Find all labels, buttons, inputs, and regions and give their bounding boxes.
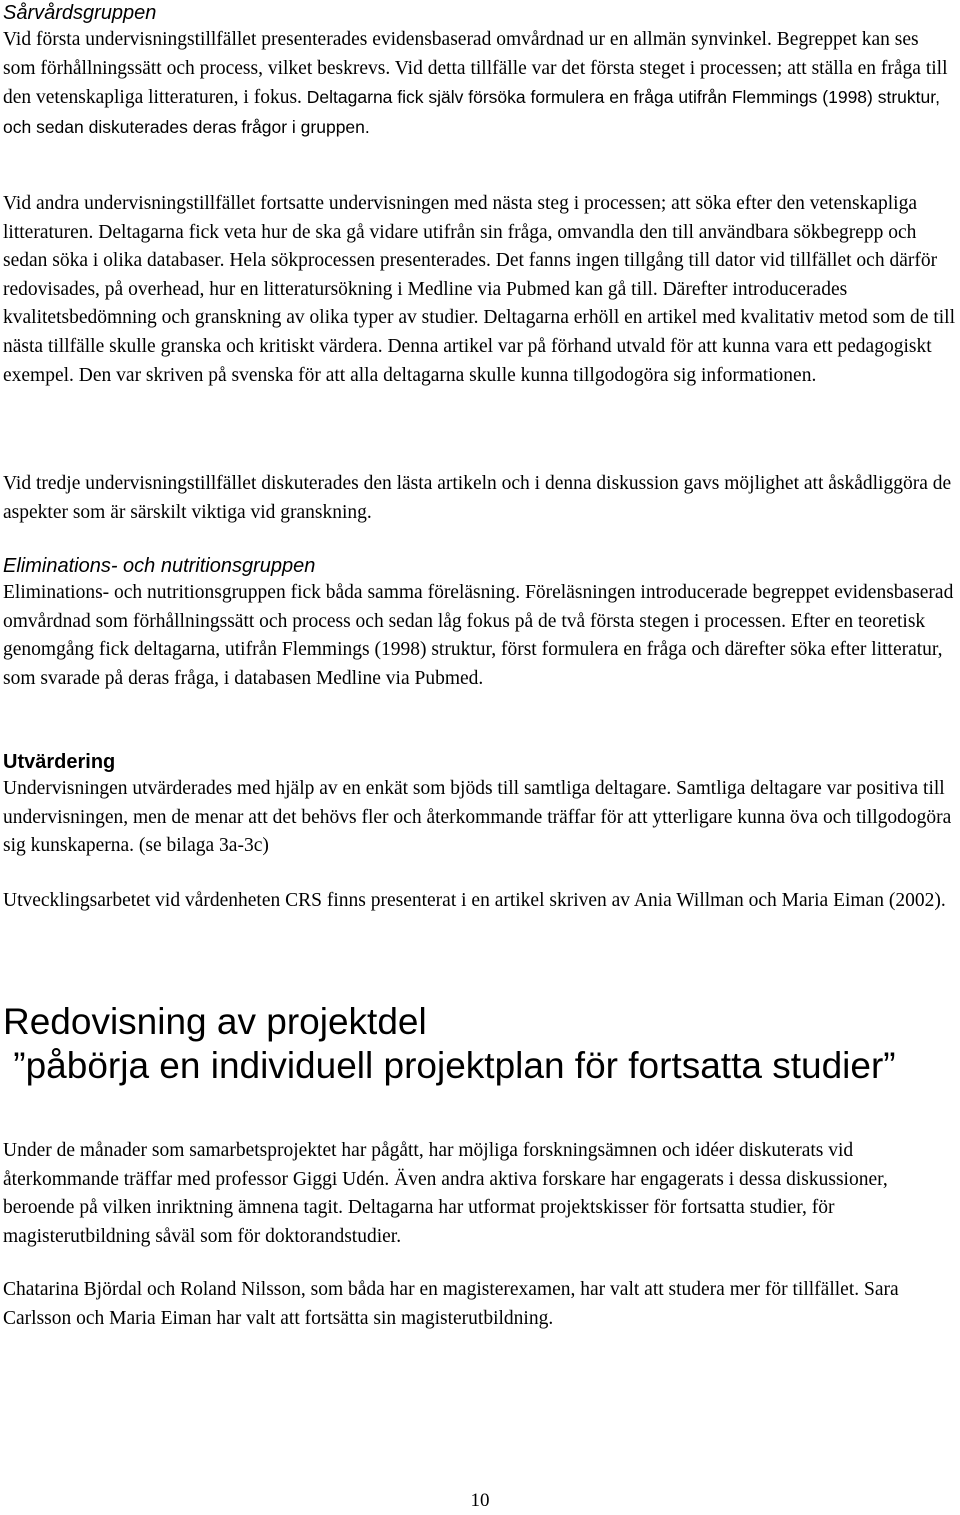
section-utvardering [3, 749, 955, 861]
section-eliminationsgruppen [3, 553, 955, 693]
paragraph-sarvard-3: Vid tredje undervisningstillfället diskuterades den lästa artikeln och i denna diskussion gavs möjlighet att åskådliggöra de aspekter som är särskilt viktiga vid granskning. [3, 473, 952, 523]
section-heading-sarvardsgruppen: Sårvårdsgruppen [3, 2, 157, 24]
paragraph-elimination-1: Eliminations- och nutritionsgruppen fick båda samma föreläsning. Föreläsningen introducerade begreppet evidensbaserad omvårdnad som förhållningssätt och process och sedan låg fokus på de två första stegen i processen. Efter en teoretisk genomgång fick deltagarna, utifrån Flemmings (1998) struktur, först formulera en fråga och därefter söka efter litteratur, som svarade på deras fråga, i databasen Medline via Pubmed. [3, 582, 954, 689]
paragraph-sarvard-2: Vid andra undervisningstillfället fortsatte undervisningen med nästa steg i processen; att söka efter den vetenskapliga litteraturen. Deltagarna fick veta hur de ska gå vidare utifrån sin fråga, omvandla den till användbara sökbegrepp och sedan söka i olika databaser. Hela sökprocessen presenterades. Det fanns ingen tillgång till dator vid tillfället och därför redovisades, på overhead, hur en litteratursökning i Medline via Pubmed kan gå till. Därefter introducerades kvalitetsbedömning och granskning av olika typer av studier. Deltagarna erhöll en artikel med kvalitativ metod som de till nästa tillfälle skulle granska och kritiskt värdera. Denna artikel var på förhand utvald för att kunna vara ett pedagogiskt exempel. Den var skriven på svenska för att alla deltagarna skulle kunna tillgodogöra sig informationen. [3, 193, 956, 386]
section-redovisning-p1 [3, 1137, 955, 1251]
paragraph-sarvard-1 [3, 26, 955, 142]
paragraph-redovisning-2: Chatarina Björdal och Roland Nilsson, som båda har en magisterexamen, har valt att studera mer för tillfället. Sara Carlsson och Maria Eiman har valt att fortsätta sin magisterutbildning. [3, 1279, 899, 1329]
section-heading-redovisning-line1: Redovisning av projektdel [3, 1001, 427, 1042]
section-sarvard-p2 [3, 190, 955, 390]
section-sarvardsgruppen [3, 0, 955, 142]
paragraph-utvardering-1: Undervisningen utvärderades med hjälp av en enkät som bjöds till samtliga deltagare. Samtliga deltagare var positiva till undervisningen, men de menar att det behövs fler och återkommande träffar för att ytterligare kunna öva och tillgodogöra sig kunskaperna. (se bilaga 3a-3c) [3, 778, 952, 857]
section-redovisning-p2 [3, 1276, 955, 1333]
section-heading-utvardering: Utvärdering [3, 751, 116, 773]
section-sarvard-p3 [3, 470, 955, 527]
paragraph-redovisning-1: Under de månader som samarbetsprojektet har pågått, har möjliga forskningsämnen och idéer diskuterats vid återkommande träffar med professor Giggi Udén. Även andra aktiva forskare har engagerats i dessa diskussioner, beroende på vilken inriktning ämnena tagit. Deltagarna har utformat projektskisser för fortsatta studier, för magisterutbildning såväl som för doktorandstudier. [3, 1140, 888, 1247]
paragraph-sarvard-1-sans-part: Deltagarna fick själv försöka formulera en fråga utifrån Flemmings (1998) struktur, och sedan diskuterades deras frågor i gruppen. [3, 87, 940, 137]
page-number: 10 [470, 1490, 490, 1511]
section-utvardering-p2 [3, 887, 955, 916]
paragraph-sarvard-1-serif-part: Vid första undervisningstillfället presenterades evidensbaserad omvårdnad ur en allmän synvinkel. Begreppet kan ses som förhållningssätt och process, vilket beskrevs. Vid detta tillfälle var det första steget i processen; att ställa en fråga till den vetenskapliga litteraturen, i fokus. [3, 29, 948, 109]
section-heading-eliminationsgruppen: Eliminations- och nutritionsgruppen [3, 555, 316, 577]
section-heading-redovisning-line2: ”påbörja en individuell projektplan för fortsatta studier” [3, 1045, 896, 1086]
section-redovisning [3, 1000, 955, 1088]
paragraph-utvardering-2: Utvecklingsarbetet vid vårdenheten CRS finns presenterat i en artikel skriven av Ania Willman och Maria Eiman (2002). [3, 890, 946, 911]
